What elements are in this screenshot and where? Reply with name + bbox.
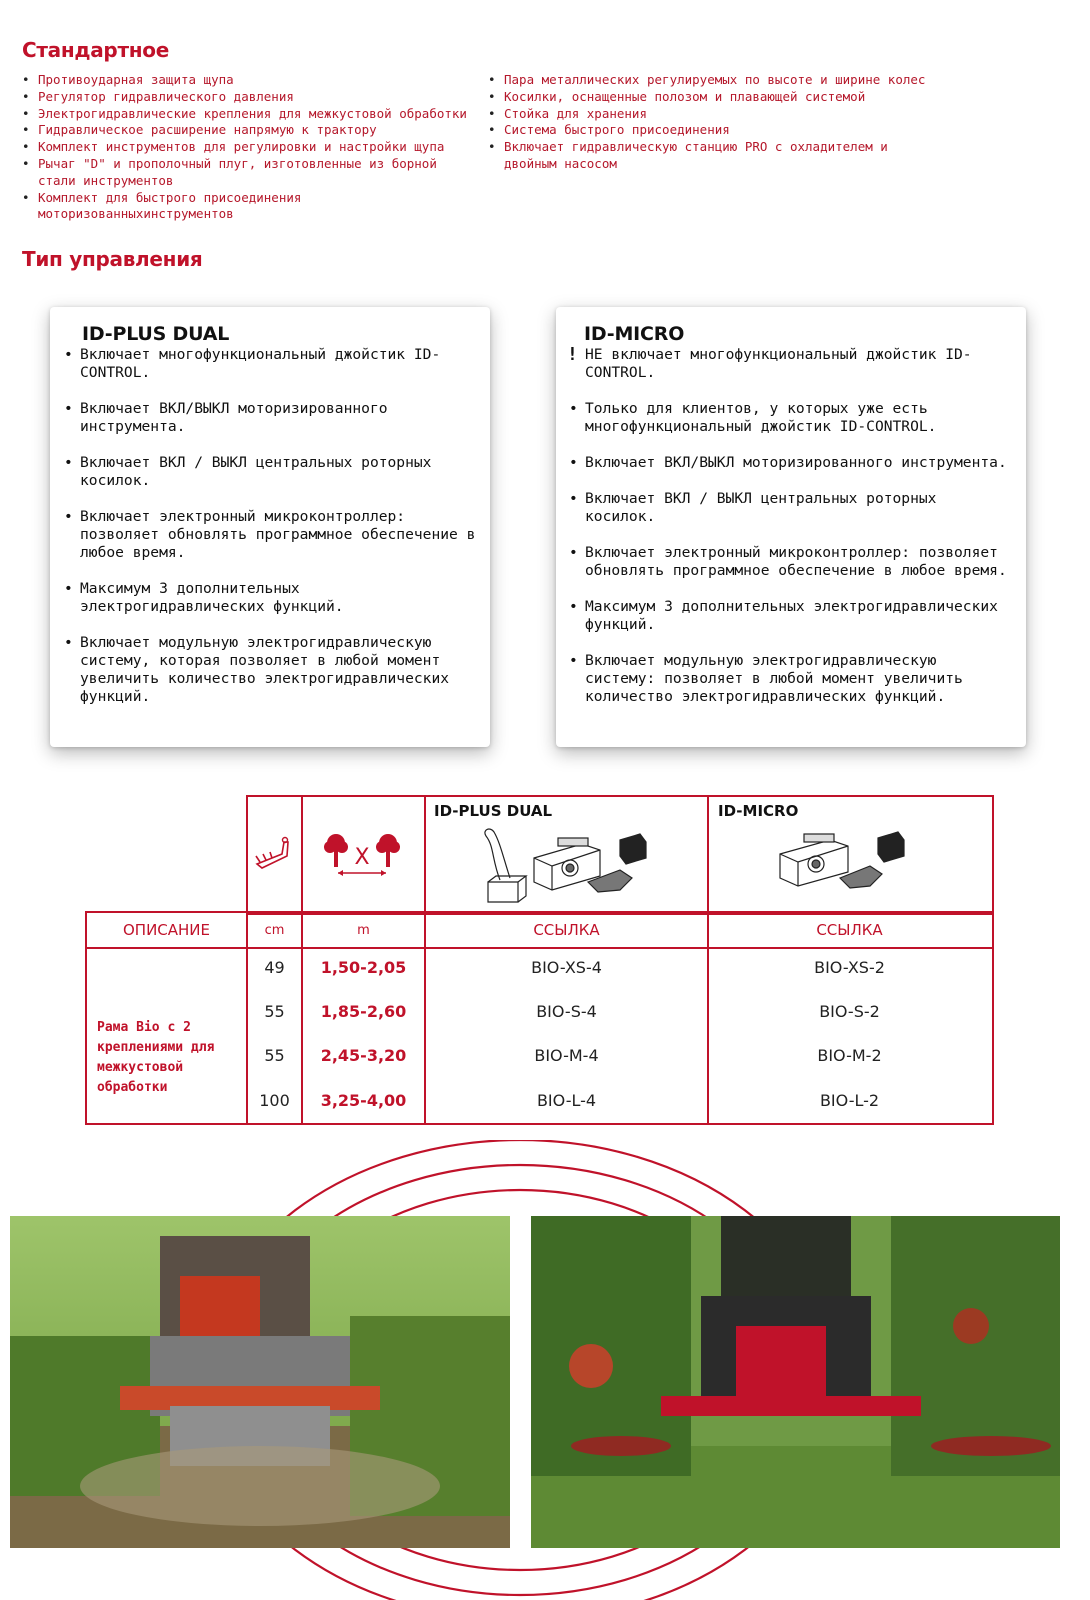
standard-right-item: • Пара металлических регулируемых по высоте и ширине колес <box>488 72 928 89</box>
cell-width-m: 1,50-2,05 <box>320 958 407 977</box>
photo-vineyard-tractor-left <box>10 1216 510 1548</box>
cell-ref-micro: BIO-L-2 <box>819 1091 880 1110</box>
micro-features-list <box>569 346 1014 724</box>
plus-feature-item: • Включает многофункциональный джойстик ID-CONTROL. <box>64 346 484 382</box>
valve-device-icon <box>770 820 920 900</box>
plus-feature-item: • Максимум 3 дополнительных электрогидравлических функций. <box>64 580 484 616</box>
cell-width-m: 1,85-2,60 <box>320 1002 407 1021</box>
tool-icon <box>252 832 297 872</box>
cell-width-m: 2,45-3,20 <box>320 1046 407 1065</box>
standard-left-item: • Гидравлическое расширение напрямую к трактору <box>22 122 472 139</box>
hdr-description: ОПИСАНИЕ <box>122 921 211 939</box>
micro-feature-item: • Включает модульную электрогидравлическую систему: позволяет в любой момент увеличить количество электрогидравлических функций. <box>569 652 1014 706</box>
photo-orchard-tractor-right <box>531 1216 1060 1548</box>
micro-feature-item: • Включает ВКЛ/ВЫКЛ моторизированного инструмента. <box>569 454 1014 472</box>
plus-feature-item: • Включает ВКЛ / ВЫКЛ центральных роторных косилок. <box>64 454 484 490</box>
standard-left-item: • Противоударная защита щупа <box>22 72 472 89</box>
card-title-micro: ID-MICRO <box>584 323 685 345</box>
hdr-ref-plus: ССЫЛКА <box>533 921 600 939</box>
micro-feature-item: • Включает ВКЛ / ВЫКЛ центральных роторных косилок. <box>569 490 1014 526</box>
micro-feature-item: • Только для клиентов, у которых уже есть многофункциональный джойстик ID-CONTROL. <box>569 400 1014 436</box>
row-description: Рама Bio с 2 креплениями для межкустовой обработки <box>97 1020 215 1095</box>
plus-features-list <box>64 346 484 724</box>
cell-ref-plus: BIO-S-4 <box>536 1002 597 1021</box>
standard-left-item: • Комплект инструментов для регулировки и настройки щупа <box>22 139 472 156</box>
card-title-plus: ID-PLUS DUAL <box>82 323 230 345</box>
card-id-micro <box>556 307 1026 747</box>
cell-ref-micro: BIO-M-2 <box>817 1046 882 1065</box>
standard-title: Стандартное <box>22 38 169 62</box>
standard-list-right <box>488 72 928 173</box>
plus-feature-item: • Включает ВКЛ/ВЫКЛ моторизированного инструмента. <box>64 400 484 436</box>
joystick-valve-device-icon <box>470 820 670 908</box>
standard-list-left <box>22 72 472 223</box>
standard-right-item: • Система быстрого присоединения <box>488 122 928 139</box>
cell-cm: 49 <box>264 958 285 977</box>
hdr-ref-micro: ССЫЛКА <box>816 921 883 939</box>
cell-cm: 55 <box>264 1046 285 1065</box>
standard-right-item: • Включает гидравлическую станцию PRO с охладителем и двойным насосом <box>488 139 928 173</box>
hdr-m: m <box>357 923 370 938</box>
hdr-cm: cm <box>264 923 285 938</box>
standard-left-item: • Рычаг "D" и прополочный плуг, изготовленные из борной стали инструментов <box>22 156 472 190</box>
standard-left-item: • Регулятор гидравлического давления <box>22 89 472 106</box>
standard-right-item: • Косилки, оснащенные полозом и плавающей системой <box>488 89 928 106</box>
cell-ref-micro: BIO-XS-2 <box>814 958 885 977</box>
standard-right-item: • Стойка для хранения <box>488 106 928 123</box>
micro-feature-item: ! НЕ включает многофункциональный джойстик ID-CONTROL. <box>569 346 1014 382</box>
card-id-plus-dual <box>50 307 490 747</box>
times-label: X <box>354 845 370 870</box>
standard-left-item: • Комплект для быстрого присоединения моторизованныхинструментов <box>22 190 472 224</box>
cell-ref-plus: BIO-XS-4 <box>531 958 602 977</box>
control-title: Тип управления <box>22 247 203 271</box>
col-header-plus: ID-PLUS DUAL <box>434 802 553 820</box>
cell-ref-plus: BIO-L-4 <box>536 1091 597 1110</box>
cell-ref-micro: BIO-S-2 <box>819 1002 880 1021</box>
micro-feature-item: • Максимум 3 дополнительных электрогидравлических функций. <box>569 598 1014 634</box>
cell-cm: 100 <box>259 1091 290 1110</box>
cell-width-m: 3,25-4,00 <box>320 1091 407 1110</box>
micro-feature-item: • Включает электронный микроконтроллер: позволяет обновлять программное обеспечение в любое время. <box>569 544 1014 580</box>
plus-feature-item: • Включает электронный микроконтроллер: позволяет обновлять программное обеспечение в любое время. <box>64 508 484 562</box>
standard-left-item: • Электрогидравлические крепления для межкустовой обработки <box>22 106 472 123</box>
col-header-micro: ID-MICRO <box>718 802 799 820</box>
cell-ref-plus: BIO-M-4 <box>534 1046 599 1065</box>
cell-cm: 55 <box>264 1002 285 1021</box>
plus-feature-item: • Включает модульную электрогидравлическую систему, которая позволяет в любой момент увеличить количество электрогидравлических функций. <box>64 634 484 706</box>
